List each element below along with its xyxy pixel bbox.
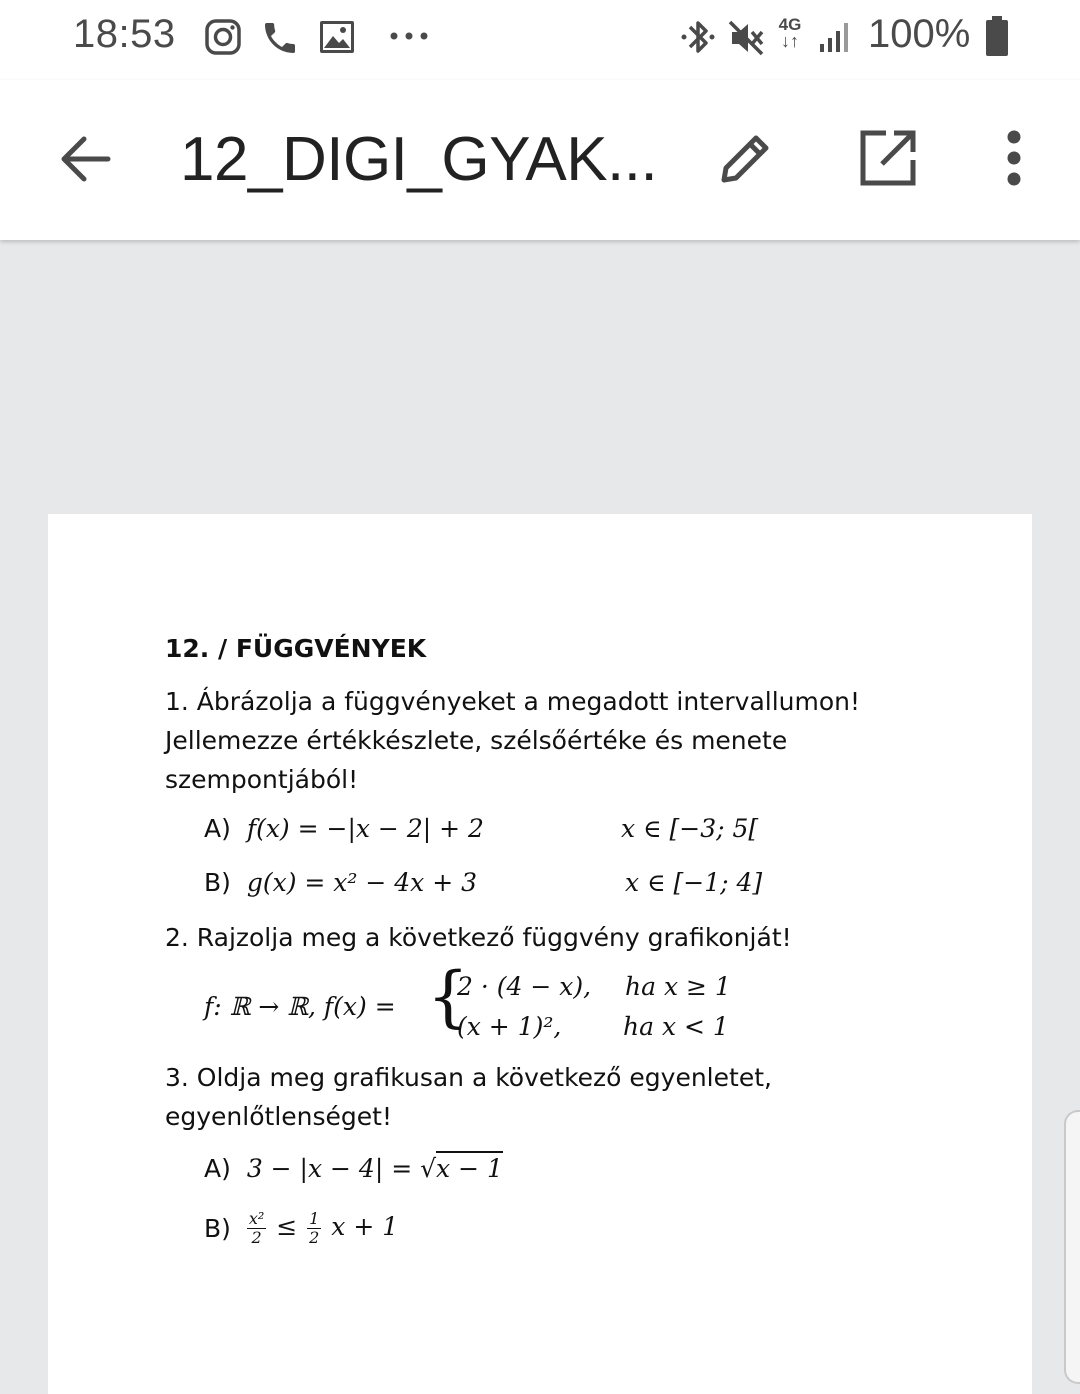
open-external-icon[interactable] (858, 128, 918, 188)
task2-lhs: f: ℝ → ℝ, f(x) = (204, 992, 396, 1021)
fraction-1-over-2 (307, 1210, 321, 1247)
task3-a-label: A) (204, 1154, 231, 1183)
status-time: 18:53 (73, 12, 176, 56)
task1-a-formula: f(x) = −|x − 2| + 2 (246, 814, 484, 843)
task1-b-label: B) (204, 868, 231, 897)
instagram-icon (204, 18, 242, 56)
task1-a-domain: x ∈ [−3; 5[ (621, 814, 759, 843)
document-page[interactable] (48, 514, 1032, 1394)
image-icon (318, 18, 356, 56)
task3-b-row (204, 1210, 398, 1247)
task3-b-tail: x + 1 (331, 1212, 399, 1241)
frac1-num: x² (248, 1209, 265, 1228)
edit-pencil-icon[interactable] (714, 128, 776, 190)
back-arrow-icon[interactable] (58, 134, 112, 184)
task2-text: 2. Rajzolja meg a következő függvény grafikonját! (165, 923, 792, 952)
piecewise-brace: { (427, 958, 469, 1035)
task3-a-left: 3 − |x − 4| = √ (246, 1154, 437, 1183)
overflow-menu-icon[interactable] (1002, 130, 1026, 186)
task3-a-radicand: x − 1 (436, 1151, 503, 1183)
app-bar (0, 80, 1080, 240)
task1-b-domain: x ∈ [−1; 4] (625, 868, 763, 897)
signal-icon (818, 20, 854, 54)
battery-icon (984, 14, 1010, 58)
task1-b-formula: g(x) = x² − 4x + 3 (246, 868, 478, 897)
task1-b-row (204, 868, 477, 897)
frac2-num: 1 (309, 1209, 320, 1228)
status-bar (0, 0, 1080, 80)
task1-a-row (204, 814, 484, 843)
task3-b-relation: ≤ (276, 1212, 298, 1241)
network-type: 4G ↓↑ (778, 15, 802, 51)
battery-percent: 100% (868, 12, 971, 56)
document-title: 12_DIGI_GYAK... (180, 125, 658, 194)
task3-text: 3. Oldja meg grafikusan a következő egyenletet, egyenlőtlenséget! (165, 1063, 772, 1131)
mute-icon (726, 18, 766, 58)
task2-case2-cond: ha x < 1 (623, 1012, 729, 1041)
task2-case1-expr: 2 · (4 − x), (457, 972, 592, 1001)
task3-a-row (204, 1154, 503, 1183)
frac1-den: 2 (251, 1228, 262, 1247)
task3-b-label: B) (204, 1214, 231, 1243)
task2-case2-expr: (x + 1)², (457, 1012, 562, 1041)
task3-b-formula (245, 1209, 399, 1247)
network-label: 4G (778, 15, 802, 34)
phone-icon (260, 18, 300, 58)
task1-text: 1. Ábrázolja a függvényeket a megadott intervallumon! Jellemezze értékkészlete, szélsőértéke és menete szempontjából! (165, 687, 861, 794)
task2-case1-cond: ha x ≥ 1 (625, 972, 731, 1001)
more-dots-icon (388, 30, 432, 42)
bluetooth-icon (680, 16, 716, 58)
fraction-x2-over-2 (247, 1210, 266, 1247)
frac2-den: 2 (309, 1228, 320, 1247)
task3-a-formula (247, 1154, 503, 1183)
edge-panel-handle[interactable] (1064, 1110, 1080, 1384)
task1-a-label: A) (204, 814, 231, 843)
page-heading: 12. / FÜGGVÉNYEK (165, 634, 427, 663)
